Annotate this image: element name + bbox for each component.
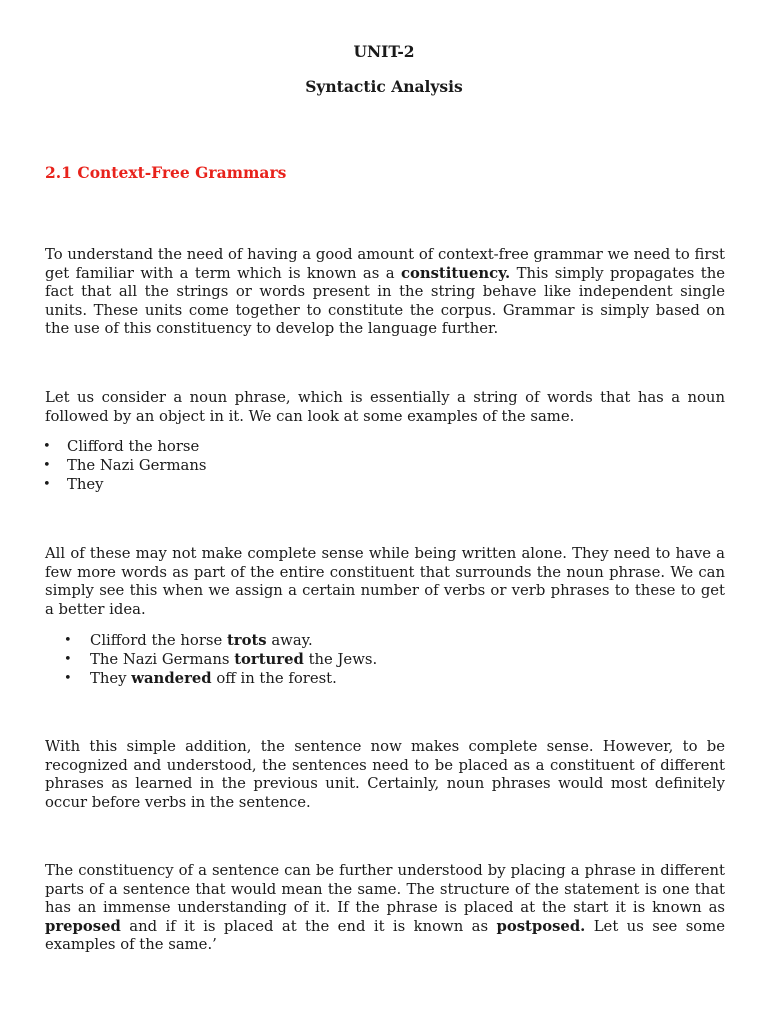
paragraph-constituency — [45, 246, 725, 339]
paragraph-text: This simply propagates the fact that all the strings or words present in the string behave like independent single units. These units come together to constitute the corpus. Grammar is simply based on the use of this constituency to develop the language further. — [45, 264, 725, 338]
list-item-text: Clifford the horse — [90, 632, 227, 649]
list-item-text: The Nazi Germans — [90, 651, 235, 668]
list-item-text: away. — [266, 632, 313, 649]
bullet-icon: • — [43, 439, 51, 454]
verb-term: trots — [226, 632, 267, 649]
list-item-text: The Nazi Germans — [67, 457, 207, 474]
document-title: Syntactic Analysis — [305, 77, 463, 96]
term-constituency: constituency. — [400, 264, 511, 282]
list-item-text: Clifford the horse — [67, 438, 200, 455]
noun-phrase-list — [43, 437, 207, 494]
bullet-icon: • — [43, 458, 51, 473]
section-heading: 2.1 Context-Free Grammars — [45, 163, 287, 182]
list-item — [43, 437, 207, 456]
paragraph-text: The constituency of a sentence can be further understood by placing a phrase in different parts of a sentence that would mean the same. The structure of the statement is one that has an immense understanding of it. If the phrase is placed at the start it is known as — [45, 862, 725, 917]
list-item-text: off in the forest. — [211, 670, 337, 687]
verb-term: tortured — [234, 651, 304, 668]
unit-label: UNIT-2 — [353, 42, 415, 61]
bullet-icon: • — [64, 633, 72, 648]
list-item-text: They — [67, 476, 104, 493]
list-item — [64, 669, 377, 688]
verb-term: wandered — [131, 670, 212, 687]
paragraph-preposed-postposed — [45, 862, 725, 955]
list-item — [64, 631, 377, 650]
paragraph-text: Let us see some examples of the same.’ — [45, 917, 725, 954]
paragraph-text: and if it is placed at the end it is known as — [120, 917, 497, 935]
bullet-icon: • — [43, 477, 51, 492]
bullet-icon: • — [64, 652, 72, 667]
term-preposed: preposed — [45, 917, 121, 935]
verb-phrase-list — [64, 631, 378, 688]
paragraph-simple-addition: With this simple addition, the sentence now makes complete sense. However, to be recognized and understood, the sentences need to be placed as a constituent of different phrases as learned in the previous unit. Certainly, noun phrases would most definitely occur before verbs in the sentence. — [45, 738, 725, 811]
list-item-text: the Jews. — [303, 651, 378, 668]
term-postposed: postposed. — [496, 917, 586, 935]
paragraph-text: To understand the need of having a good amount of context-free grammar we need to first get familiar with a term which is known as a — [45, 246, 725, 282]
list-item — [64, 650, 378, 669]
list-item — [43, 475, 207, 494]
bullet-icon: • — [64, 671, 72, 686]
paragraph-complete-sense: All of these may not make complete sense while being written alone. They need to have a few more words as part of the entire constituent that surrounds the noun phrase. We can simply see this when we assign a certain number of verbs or verb phrases to these to get a better idea. — [45, 545, 725, 618]
list-item-text: They — [90, 670, 132, 687]
paragraph-noun-phrase: Let us consider a noun phrase, which is essentially a string of words that has a noun followed by an object in it. We can look at some examples of the same. — [45, 389, 725, 425]
list-item — [43, 456, 207, 475]
